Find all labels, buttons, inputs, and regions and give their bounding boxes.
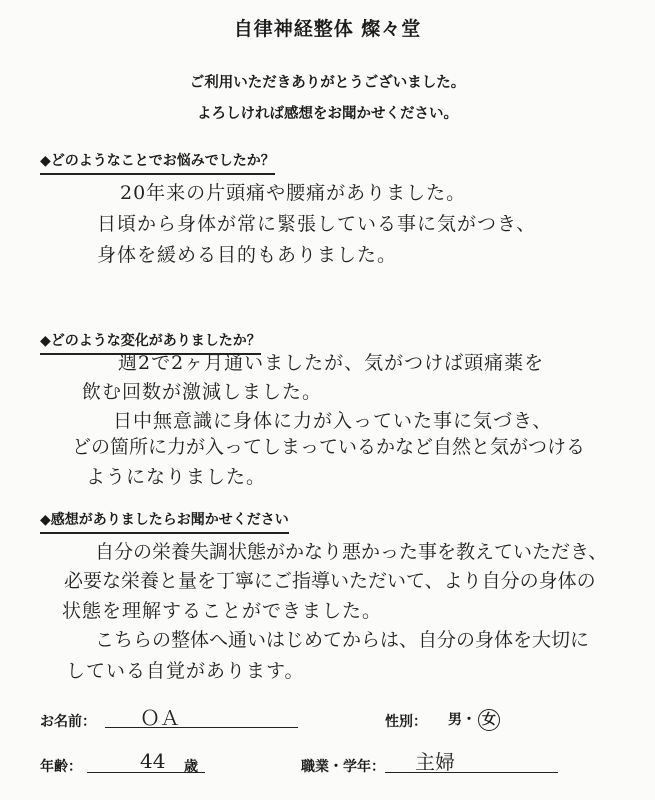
job-label: 職業・学年：	[301, 759, 385, 775]
gender-male: 男・	[448, 712, 476, 728]
page-title: 自律神経整体 燦々堂	[233, 18, 422, 40]
answer-line: 状態を理解することができました。	[62, 600, 383, 622]
job-underline	[385, 772, 558, 773]
answer-line: 日中無意識に身体に力が入っていた事に気づき、	[113, 410, 553, 432]
answer-line: こちらの整体へ通いはじめてからは、自分の身体を大切に	[95, 629, 590, 651]
answer-line: 日頃から身体が常に緊張している事に気がつき、	[97, 213, 537, 235]
answer-line: 週2で2ヶ月通いましたが、気がつけば頭痛薬を	[118, 352, 545, 374]
name-value: ＯＡ	[140, 706, 180, 730]
answer-line: 自分の栄養失調状態がかなり悪かった事を教えていただき、	[95, 541, 608, 563]
name-label: お名前：	[40, 714, 96, 730]
age-underline	[87, 772, 205, 773]
question-heading: ◆どのようなことでお悩みでしたか？	[40, 150, 275, 175]
answer-line: 飲む回数が激減しました。	[82, 381, 323, 403]
intro-line: ご利用いただきありがとうございました。	[189, 75, 466, 91]
answer-line: 身体を緩める目的もありました。	[97, 244, 398, 266]
intro-line: よろしければ感想をお聞かせください。	[197, 106, 458, 122]
answer-line: している自覚があります。	[66, 660, 305, 682]
age-unit: 歳	[184, 759, 198, 775]
answer-line: 必要な栄養と量を丁寧にご指導いただいて、より自分の身体の	[64, 570, 596, 592]
question-heading: ◆感想がありましたらお聞かせください	[40, 509, 289, 534]
intro-text	[0, 68, 655, 130]
answer-line: 20年来の片頭痛や腰痛がありました。	[120, 182, 467, 204]
gender-female-circled: 女	[478, 709, 500, 731]
answer-line: どの箇所に力が入ってしまっているかなど自然と気がつける	[72, 436, 586, 458]
name-underline	[105, 727, 298, 728]
age-label: 年齢：	[40, 759, 82, 775]
answer-line: ようになりました。	[86, 466, 267, 488]
job-value: 主婦	[415, 750, 455, 774]
gender-label: 性別：	[385, 714, 427, 730]
question-heading: ◆どのような変化がありましたか？	[40, 330, 261, 355]
age-value: 44	[140, 749, 166, 773]
gender-options	[448, 709, 500, 731]
